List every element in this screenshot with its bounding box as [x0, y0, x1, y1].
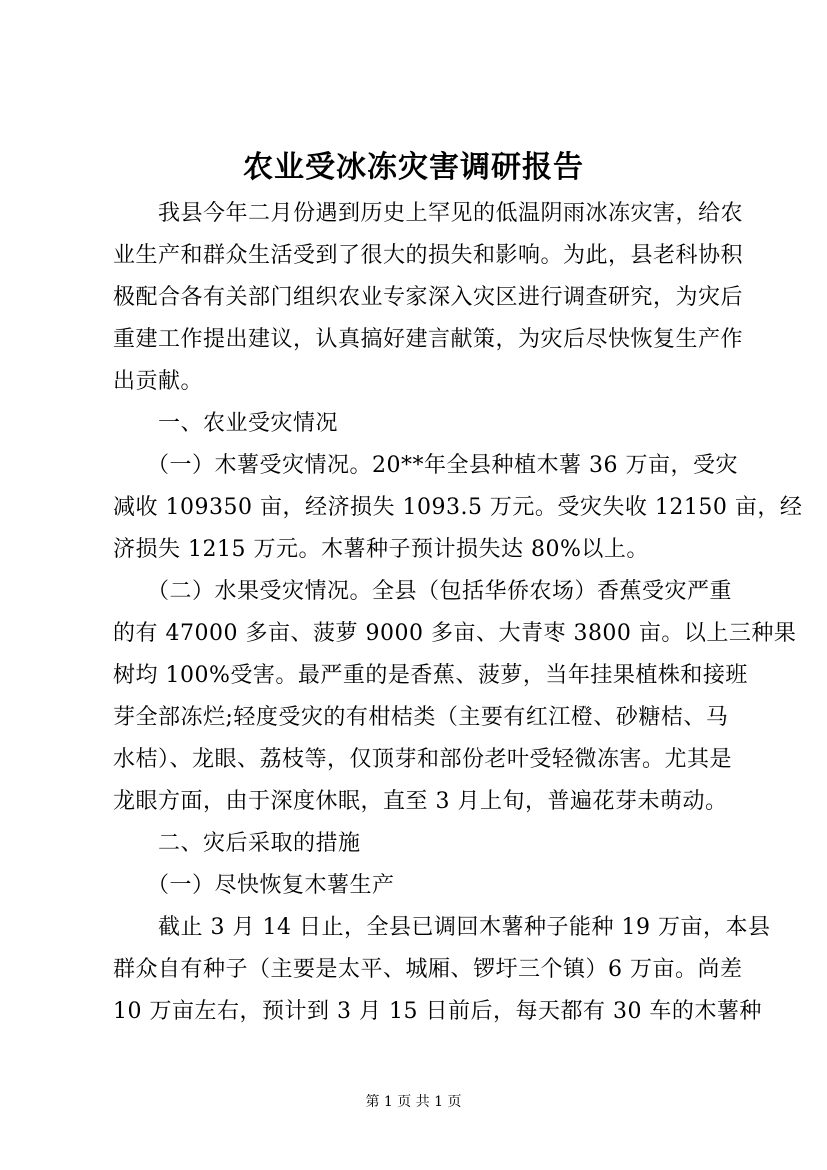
body-line: 极配合各有关部门组织农业专家深入灾区进行调查研究，为灾后 [113, 285, 744, 310]
body-line: （二）水果受灾情况。全县（包括华侨农场）香蕉受灾严重 [113, 579, 733, 604]
body-line: 芽全部冻烂;轻度受灾的有柑桔类（主要有红江橙、砂糖桔、马 [113, 705, 729, 730]
subsection-heading: （一）尽快恢复木薯生产 [113, 873, 395, 898]
body-line: 群众自有种子（主要是太平、城厢、锣圩三个镇）6 万亩。尚差 [113, 957, 743, 982]
body-line: 重建工作提出建议，认真搞好建言献策，为灾后尽快恢复生产作 [113, 327, 744, 352]
body-line: 树均 100%受害。最严重的是香蕉、菠萝，当年挂果植株和接班 [113, 663, 748, 688]
body-line: 龙眼方面，由于深度休眠，直至 3 月上旬，普遍花芽未萌动。 [113, 789, 728, 814]
body-line: 10 万亩左右，预计到 3 月 15 日前后，每天都有 30 车的木薯种 [113, 999, 762, 1024]
body-line: 截止 3 月 14 日止，全县已调回木薯种子能种 19 万亩，本县 [113, 915, 771, 940]
body-line: 减收 109350 亩，经济损失 1093.5 万元。受灾失收 12150 亩，经 [113, 495, 803, 520]
document-title: 农业受冰冻灾害调研报告 [243, 150, 584, 185]
body-line: 我县今年二月份遇到历史上罕见的低温阴雨冰冻灾害，给农 [113, 201, 744, 226]
section-heading: 二、灾后采取的措施 [113, 831, 361, 856]
body-line: 济损失 1215 万元。木薯种子预计损失达 80%以上。 [113, 537, 649, 562]
body-line: 水桔）、龙眼、荔枝等，仅顶芽和部份老叶受轻微冻害。尤其是 [113, 747, 733, 772]
page-footer: 第 1 页 共 1 页 [365, 1094, 462, 1110]
body-line: 的有 47000 多亩、菠萝 9000 多亩、大青枣 3800 亩。以上三种果 [113, 621, 797, 646]
body-line: 业生产和群众生活受到了很大的损失和影响。为此，县老科协积 [113, 243, 744, 268]
body-line: （一）木薯受灾情况。20**年全县种植木薯 36 万亩，受灾 [113, 453, 738, 478]
section-heading: 一、农业受灾情况 [113, 411, 339, 436]
body-line: 出贡献。 [113, 369, 204, 394]
